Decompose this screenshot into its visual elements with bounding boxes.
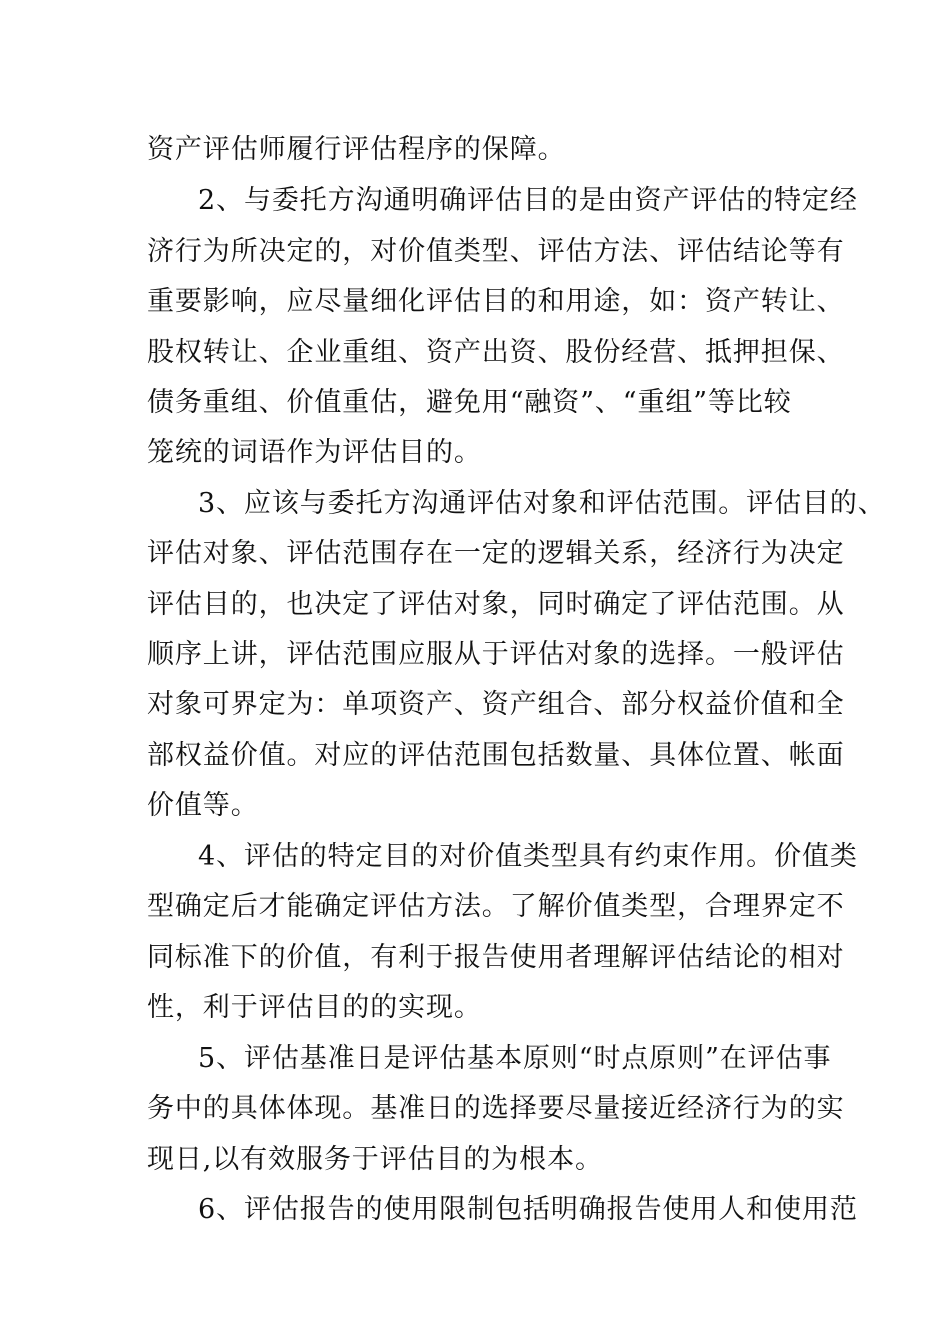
text-line: 股权转让、企业重组、资产出资、股份经营、抵押担保、 <box>147 337 845 368</box>
paragraph-5-line: 5、评估基准日是评估基本原则“时点原则”在评估事 <box>198 1043 832 1074</box>
text-line: 笼统的词语作为评估目的。 <box>147 437 482 468</box>
text-line: 债务重组、价值重估，避免用“融资”、“重组”等比较 <box>147 387 792 418</box>
paragraph-6-line: 6、评估报告的使用限制包括明确报告使用人和使用范 <box>198 1194 858 1225</box>
text-line: 型确定后才能确定评估方法。了解价值类型，合理界定不 <box>147 891 845 922</box>
paragraph-4-line: 4、评估的特定目的对价值类型具有约束作用。价值类 <box>198 841 858 872</box>
paragraph-2-line: 2、与委托方沟通明确评估目的是由资产评估的特定经 <box>198 185 858 216</box>
text-line: 部权益价值。对应的评估范围包括数量、具体位置、帐面 <box>147 740 845 771</box>
text-line: 济行为所决定的，对价值类型、评估方法、评估结论等有 <box>147 236 845 267</box>
text-line: 顺序上讲，评估范围应服从于评估对象的选择。一般评估 <box>147 639 845 670</box>
text-line: 对象可界定为：单项资产、资产组合、部分权益价值和全 <box>147 689 845 720</box>
text-line: 同标准下的价值，有利于报告使用者理解评估结论的相对 <box>147 942 845 973</box>
text-line: 资产评估师履行评估程序的保障。 <box>147 134 566 165</box>
text-line: 评估目的，也决定了评估对象，同时确定了评估范围。从 <box>147 589 845 620</box>
text-line: 性，利于评估目的的实现。 <box>147 992 482 1023</box>
text-line: 务中的具体体现。基准日的选择要尽量接近经济行为的实 <box>147 1093 845 1124</box>
text-line: 评估对象、评估范围存在一定的逻辑关系，经济行为决定 <box>147 538 845 569</box>
text-line: 现日,以有效服务于评估目的为根本。 <box>147 1144 603 1175</box>
paragraph-3-line: 3、应该与委托方沟通评估对象和评估范围。评估目的、 <box>198 488 886 519</box>
text-line: 重要影响，应尽量细化评估目的和用途，如：资产转让、 <box>147 286 845 317</box>
text-line: 价值等。 <box>147 790 259 821</box>
